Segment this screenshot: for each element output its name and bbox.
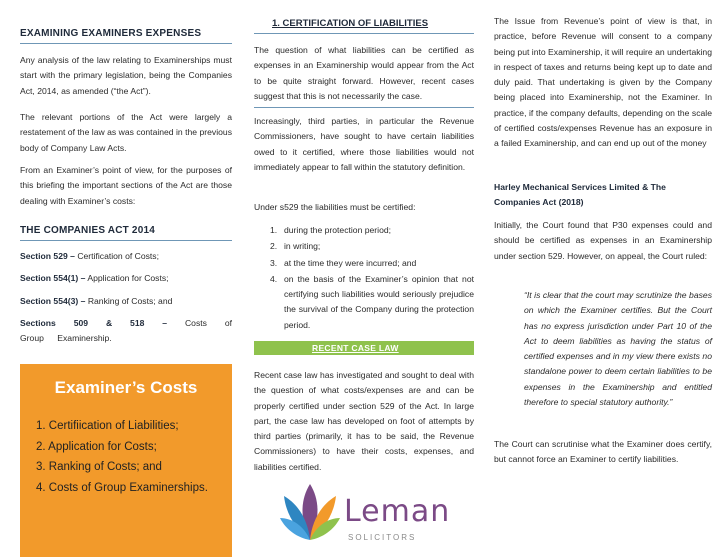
certification-heading: 1. CERTIFICATION OF LIABILITIES	[272, 18, 429, 29]
court-quote: “It is clear that the court may scrutinize the bases on which the Examiner certifies. But the Court has no express jurisdiction under Part 10 of the Act to deem liabilities as having the status of certified expenses and in my view there exists no standalone power to deem certain liabilities to be expenses in the Examinership and entitled therefore to special statutory authority.”	[524, 290, 712, 408]
s529-list	[254, 223, 474, 333]
list-item: 2. in writing;	[270, 241, 321, 252]
list-item: 3. Ranking of Costs; and	[36, 461, 162, 473]
list-item: 1. Certifiication of Liabilities;	[36, 420, 179, 432]
section-554-1: Section 554(1) – Application for Costs;	[20, 273, 169, 283]
section-554-3: Section 554(3) – Ranking of Costs; and	[20, 296, 173, 306]
list-item: 4. on the basis of the Examiner’s opinion that not certifying such liabilities would seriously prejudice the survival of the Company during the protection period.	[270, 273, 474, 330]
list-item: 1. during the protection period;	[270, 225, 392, 235]
lotus-icon	[278, 478, 342, 548]
list-item: 4. Costs of Group Examinerships.	[36, 481, 208, 494]
certification-rule-2	[254, 107, 474, 108]
examiner-view-paragraph: From an Examiner’s point of view, for the purposes of this briefing the important sections of the Act are those dealing with Examiner’s costs:	[20, 165, 232, 206]
restatement-paragraph: The relevant portions of the Act were largely a restatement of the law as was contained in the previous body of Company Law Acts.	[20, 112, 232, 153]
costs-list	[36, 416, 208, 498]
sections-509-518: Sections 509 & 518 – Costs of Group Examinership.	[20, 318, 232, 344]
scrutiny-paragraph: The Court can scrutinise what the Examiner does certify, but cannot force an Examiner to certify liabilities.	[494, 439, 712, 465]
act-heading-rule	[20, 240, 232, 241]
list-item: 2. Application for Costs;	[36, 440, 157, 453]
case-title: Harley Mechanical Services Limited & The Companies Act (2018)	[494, 182, 666, 208]
section-529: Section 529 – Certification of Costs;	[20, 251, 159, 261]
certification-rule	[254, 33, 474, 34]
certification-intro: The question of what liabilities can be certified as expenses in an Examinership would appear from the Act to be quite straight forward. However, recent cases suggest that this is not necessarily the case.	[254, 45, 474, 101]
revenue-issue-paragraph: The Issue from Revenue’s point of view is that, in practice, before Revenue will consent to a company being put into Examinership, it will require an undertaking in respect of taxes and returns being kept up to date and duly paid. That undertaking is given by the Company being placed into Examinership, not the Examiner. In practice, if the company defaults, depending on the scale of certified costs/expenses Revenue has an exposure in a failed Examinership, and can end up out of the money	[494, 16, 712, 149]
briefing-heading: EXAMINING EXAMINERS EXPENSES	[20, 28, 202, 39]
third-parties-paragraph: Increasingly, third parties, in particular the Revenue Commissioners, have sought to have certain liabilities owed to it certified, where those liabilities would not immediately appear to fall within the statutory definition.	[254, 116, 474, 172]
logo-subtitle: SOLICITORS	[348, 533, 417, 542]
recent-case-law-label: RECENT CASE LAW	[312, 343, 399, 353]
case-law-paragraph: Recent case law has investigated and sought to deal with the question of what costs/expenses are and can be properly certified under section 529 of the Act. In large part, the case law has developed on foot of attempts by third parties (primarily, it has to be said, the Revenue Commissioners) to have their costs, expenses, and liabilities certified.	[254, 370, 474, 472]
intro-paragraph: Any analysis of the law relating to Examinerships must start with the primary legislation, being the Companies Act, 2014, as amended (“the Act”).	[20, 55, 232, 96]
initial-finding-paragraph: Initially, the Court found that P30 expenses could and should be certified as expenses in an Examinership under section 529. However, on appeal, the Court ruled:	[494, 220, 712, 261]
recent-case-law-banner	[254, 341, 474, 355]
box-title: Examiner’s Costs	[54, 378, 198, 397]
heading-rule	[20, 43, 232, 44]
examiners-costs-box	[20, 364, 232, 557]
companies-act-heading: THE COMPANIES ACT 2014	[20, 225, 155, 236]
list-item: 3. at the time they were incurred; and	[270, 257, 417, 268]
logo-wordmark: Leman	[344, 494, 451, 529]
leman-logo	[278, 478, 458, 550]
s529-intro: Under s529 the liabilities must be certified:	[254, 202, 416, 212]
